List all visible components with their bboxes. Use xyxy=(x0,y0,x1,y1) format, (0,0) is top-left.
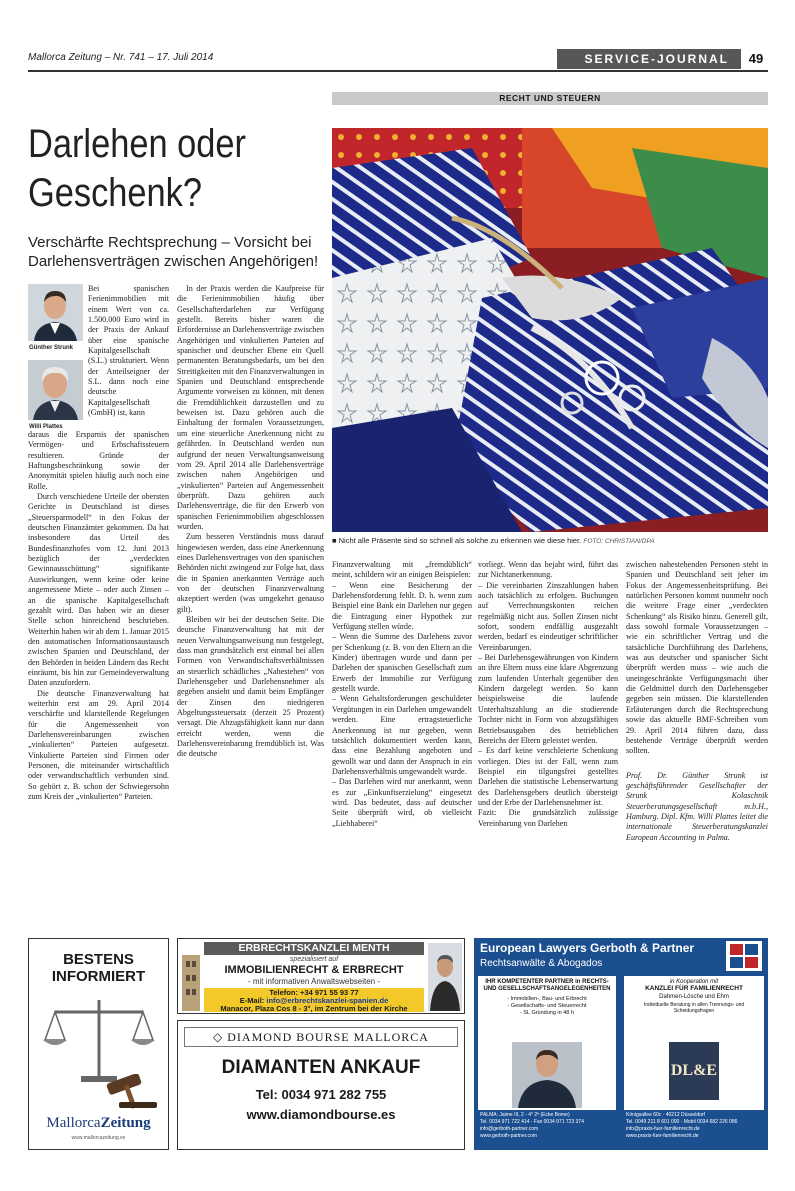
section-label: SERVICE-JOURNAL xyxy=(557,49,741,69)
article-col5 xyxy=(626,560,768,906)
gavel-icon xyxy=(99,1074,159,1109)
ad-main: IMMOBILIENRECHT & ERBRECHT xyxy=(224,964,404,976)
ad-left-items xyxy=(478,996,616,1017)
article-paragraph: daraus die Ersparnis der spanischen Vermögen- und Erbschaftssteuern resultieren. Gründe der Haftungsbeschränkung sowie der Anonymität spielen häufig auch noch eine Rolle. xyxy=(28,430,169,491)
ad-contact-line[interactable]: Tel. 0049 211 8 601 000 · Mobil 0034 682 226 086 xyxy=(626,1119,738,1125)
ad-contact-line[interactable]: info@praxis-fuer-familienrecht.de xyxy=(626,1126,700,1132)
running-head: Mallorca Zeitung – Nr. 741 – 17. Juli 2014 xyxy=(28,52,214,63)
article-paragraph: Bei spanischen Ferienimmobilien mit einem Wert von ca. 1.500.000 Euro wird in der Praxis der Ankauf über eine spanische Kapitalgesellschaft (S.L.) strukturiert. Wenn der Anteilseigner der S.L. dann noch eine deutsche Kapitalgesellschaft (GmbH) ist, kann xyxy=(88,284,169,418)
ad-headline xyxy=(29,951,168,985)
lawyer-portrait xyxy=(428,943,462,1011)
scales-of-justice-icon xyxy=(43,994,155,1086)
ad-left-item: - Immobilien-, Bau- und Erbrecht xyxy=(507,996,587,1002)
gift-photo xyxy=(332,128,768,532)
portrait-caption-strunk: Günther Strunk xyxy=(29,345,74,351)
flags-icon xyxy=(726,941,762,971)
ad-tagline: spezialisiert auf xyxy=(289,956,339,963)
ad-right-names: Dahmen-Lösche und Ehm xyxy=(659,994,729,1000)
ad-email-link[interactable]: info@erbrechtskanzlei-spanien.de xyxy=(266,996,389,1005)
ad-phone[interactable]: Telefon: +34 971 55 93 77 xyxy=(269,988,359,997)
ad-line: INFORMIERT xyxy=(51,968,146,985)
article-paragraph: Durch verschiedene Urteile der obersten Gerichte in Deutschland ist dieses „Steuersparmodell“ in den Fokus der deutschen Finanzämter gekommen. Da hat insbesondere das Urteil des Bundesfinanzhofes vom 12. Juni 2013 bezüglich der „verdeckten Gewinnausschüttung“ signifikante Auswirkungen, wenn keine oder keine angemessene Miete – oder auch Zinsen – an die spanische Kapitalgesellschaft gezahlt wird. Das haben wir an dieser Stelle schon hinreichend beschrieben. Weiterhin haben wir ab dem 1. Januar 2015 den automatischen Informationsaustausch zwischen Spanien und Deutschland, der den Behörden in beiden Ländern das Recht einräumt, bis hin zur Gemeindeverwaltung Daten anzufordern. xyxy=(28,492,169,688)
ad-mallorca-zeitung[interactable] xyxy=(28,938,169,1150)
ad-brand xyxy=(184,1027,458,1047)
ad-website[interactable]: www.diamondbourse.es xyxy=(246,1107,396,1122)
ad-left-head: IHR KOMPETENTER PARTNER in RECHTS- UND GESELLSCHAFTSANGELEGENHEITEN xyxy=(483,979,611,992)
ad-right-head: in Kooperation mit xyxy=(669,979,719,985)
ad-phone[interactable]: Tel: 0034 971 282 755 xyxy=(255,1087,387,1102)
ad-left-contact xyxy=(480,1112,616,1140)
article-col3: Finanzverwaltung mit „fremdüblich“ meint, schildern wir an einigen Beispielen: – Wenn eine Besicherung der Darlehensforderung fehlt. D. h. wenn zum Beispiel eine Bank ein Darlehen nur gegen die Eintragung einer Hypothek zur Verfügung stellen würde. – Wenn die Summe des Darlehens zuvor per Schenkung (z. B. von den Eltern an die Kinder) übertragen wurde und dann per Darlehen der spanischen Gesellschaft zum Erwerb der Immobilie zur Verfügung gestellt wurde. – Wenn Gehaltsforderungen geschuldeter Vergütungen in ein Darlehen umgewandelt werden. Eine ertragsteuerliche Anerkennung ist nur gegeben, wenn tatsächlich dokumentiert werden kann, dass eine Bezahlung angeboten und gewollt war und dann der Anspruch in ein Darlehensverhältnis umgewandelt wurde. – Das Darlehen wird nur anerkannt, wenn es zur „Einkunftserzielung“ eingesetzt wird. Das bedeutet, dass auf deutscher Seite überprüft wird, ob vielleicht „Liebhaberei“ xyxy=(332,560,472,828)
article-paragraph: Die deutsche Finanzverwaltung hat weiterhin erst am 29. April 2014 verschärfte und klarstellende Regelungen für die Angemessenheit von Darlehensvereinbarungen zwischen „vinkulierten“ Parteien aufgesetzt. Vinkulierte Parteien sind Firmen oder Personen, die miteinander wirtschaftlich oder verwandtschaftlich verbunden sind. So gehört z. B. schon der Schwiegersohn zum Kreis der „vinkulierten“ Parteien. xyxy=(28,688,169,802)
ad-left-panel xyxy=(478,976,616,1110)
ad-email-label: E-Mail: xyxy=(239,996,265,1005)
ad-contact-line[interactable]: www.gerboth-partner.com xyxy=(480,1133,537,1139)
ad-brand xyxy=(29,1115,168,1132)
article-paragraph: Bleiben wir bei der deutschen Seite. Die deutsche Finanzverwaltung hat mit der neuen Verwaltungsanweisung nun festgelegt, dass man grundsätzlich erst einmal bei allen Formen von Verwandtschaftsverhältnissen an steuerlich schädliches „Nahestehen“ von Darlehensgeber und Darlehensnehmer als gegeben ansieht und damit beim Empfänger der Zinsen den niedrigeren Abgeltungssteuersatz (derzeit 25 Prozent) versagt. Die Abzugsfähigkeit kann nur dann erreicht werden, wenn die Darlehensvereinbarung fremdüblich ist. Was die deutsche xyxy=(177,615,324,759)
headline: Darlehen oder Geschenk? xyxy=(28,122,247,215)
photo-credit: FOTO: CHRISTIAN/DPA xyxy=(583,538,655,545)
ad-contact-line[interactable]: Tel. 0034 971 722 414 · Fax 0034 971 723 374 xyxy=(480,1119,584,1125)
ad-erbrechtskanzlei[interactable] xyxy=(177,938,465,1014)
ad-line: BESTENS xyxy=(63,951,134,968)
ad-contact-box xyxy=(204,988,424,1012)
author-signature: Prof. Dr. Günther Strunk ist geschäftsführender Gesellschafter der Strunk Kolaschnik Steuerberatungsgesellschaft m.b.H., Hamburg. Dipl. Kfm. Willi Plattes leitet die internationale Steuerberatungskanzlei European Accounting in Palma. xyxy=(626,770,768,842)
ad-right-title: KANZLEI FÜR FAMILIENRECHT xyxy=(645,985,743,992)
photo-caption xyxy=(332,536,768,545)
rubric: RECHT UND STEUERN xyxy=(332,92,768,105)
ad-main: DIAMANTEN ANKAUF xyxy=(221,1057,421,1078)
lawyer-photo xyxy=(512,1042,582,1108)
caption-text: Nicht alle Präsente sind so schnell als solche zu erkennen wie diese hier. xyxy=(338,536,582,545)
article-col4: vorliegt. Wenn das bejaht wird, führt das zur Nichtanerkennung. – Die vereinbarten Zinszahlungen haben auch tatsächlich zu erfolgen. Buchungen auf Verrechnungskonten reichen regelmäßig nicht aus. Sollen Zinsen nicht sofort, sondern endfällig ausgezahlt werden, bedarf es eindeutiger schriftlicher Vereinbarungen. – Bei Darlehensgewährungen von Kindern an ihre Eltern muss eine klare Abgrenzung zum laufenden Unterhalt gegenüber den Kindern dargelegt werden. So kann beispielsweise die laufende Unterhaltszahlung an die studierende Tochter nicht in Form von abzugsfähigen Betriebsausgaben des betrieblichen Bereichs der Eltern geleistet werden. – Es darf keine verschleierte Schenkung vorliegen. Dies ist der Fall, wenn zum Beispiel ein tilgungsfrei gestelltes Darlehen die statistische Lebenserwartung des Darlehensgebers deutlich übersteigt und der Erbe der Darlehensnehmer ist. Fazit: Die grundsätzlich zulässige Vereinbarung von Darlehen xyxy=(478,560,618,828)
ad-title: European Lawyers Gerboth & Partner xyxy=(480,941,695,955)
ad-contact-line[interactable]: info@gerboth-partner.com xyxy=(480,1126,539,1132)
diamond-icon: ◇ xyxy=(213,1030,228,1044)
ad-left-item: - SL Gründung in 48 h xyxy=(520,1010,574,1016)
article-col1 xyxy=(28,430,169,906)
article-paragraph: In der Praxis werden die Kaufpreise für die Ferienimmobilien häufig über Gesellschafterdarlehen zur Verfügung gestellt. Bereits bisher waren die Erfordernisse an Darlehensverträge zwischen Angehörigen und vinkulierten Parteien auf spanischer und deutscher Ebene ein Quell permanenten Beratungsbedarfs, um bei den Streitigkeiten mit den Finanzverwaltungen in Spanien und Deutschland entsprechende Argumente vorweisen zu können, mit denen die Fremdüblichkeit darzustellen und zu beweisen ist. Dazu gehören auch die Einhaltung der formalen Voraussetzungen, um eine steuerliche Anerkennung nicht zu gefährden. In Deutschland werden nun aufgrund der neuen Verwaltungsanweisung vom 29. April 2014 alle Darlehensverträge zwischen nahen Angehörigen und „vinkulierten“ Parteien auf Angemessenheit überprüft. Dazu gehören auch Darlehensverträge, die für den Erwerb von spanischen Ferienimmobilien abgeschlossen wurden. xyxy=(177,284,324,531)
ad-subtitle: Rechtsanwälte & Abogados xyxy=(480,958,603,969)
ad-sub: - mit informativen Anwaltswebseiten - xyxy=(247,977,381,986)
caption-marker: ■ xyxy=(332,536,339,545)
ad-brand-text: DIAMOND BOURSE MALLORCA xyxy=(227,1030,429,1044)
ad-address: Manacor, Plaza Cos 8 - 3°, im Zentrum bei der Kirche xyxy=(220,1004,408,1013)
ad-logo xyxy=(726,941,762,971)
portrait-strunk xyxy=(28,284,83,341)
ad-left-item: - Gesellschafts- und Steuerrecht xyxy=(507,1003,587,1009)
ad-european-lawyers[interactable] xyxy=(474,938,768,1150)
ad-right-text: Individuelle Beratung in allen Trennungs- und Scheidungsfragen xyxy=(643,1002,745,1014)
portrait-caption-plattes: Willi Plattes xyxy=(29,424,63,430)
ad-monogram: DL&E xyxy=(669,1042,719,1100)
ad-title: ERBRECHTSKANZLEI MENTH xyxy=(204,942,424,955)
ad-diamond-bourse[interactable] xyxy=(177,1020,465,1150)
article-col2 xyxy=(177,284,324,906)
ad-right-contact xyxy=(626,1112,764,1140)
building-icon xyxy=(180,945,202,1011)
article-paragraph: zwischen nahestehenden Personen steht in Spanien und Deutschland seit jeher im Fokus der Angemessenheitsprüfung. Bei natürlichen Personen kommt nunmehr noch die weitere Frage einer „verdeckten Schenkung“ als Risiko hinzu. Generell gilt, dass sowohl formale Voraussetzungen – wie ein schriftlicher Vertrag und die tatsächliche Durchführung des Darlehens, was aus deutscher und spanischer Sicht überprüft werden muss – wie auch die uneingeschränkte Verfügungsmacht über die Geldmittel durch den Darlehensgeber gegeben sein müssen. Die klarstellenden Erläuterungen durch die Rechtsprechung sowie das aktuelle BMF-Schreiben vom 29. April 2014 führen dazu, dass bestehende Verträge überprüft werden sollten. xyxy=(626,560,768,756)
article-paragraph: Zum besseren Verständnis muss darauf hingewiesen werden, dass eine Anerkennung eines Darlehensvertrages von den spanischen Behörden nicht zwingend zur Folge hat, dass die in Spanien anerkannten Verträge auch von der deutschen Finanzverwaltung akzeptiert werden (was umgekehrt genauso gilt). xyxy=(177,532,324,614)
ad-contact-line: Königsallee 60c · 40212 Düsseldorf xyxy=(626,1112,705,1118)
ad-url[interactable]: www.mallorcazeitung.es xyxy=(71,1135,126,1141)
portrait-plattes xyxy=(28,360,83,420)
ad-right-panel xyxy=(624,976,764,1110)
header-rule xyxy=(28,70,768,72)
ad-contact-line[interactable]: www.praxis-fuer-familienrecht.de xyxy=(626,1133,699,1139)
ad-contact-line: PALMA: Jaime III, 2 - 4° 2ª (Ecke Borne) xyxy=(480,1112,570,1118)
article-col1-wrap xyxy=(88,284,169,429)
ad-brand-b: Zeitung xyxy=(100,1115,151,1131)
ad-brand-a: Mallorca xyxy=(46,1115,101,1131)
subhead: Verschärfte Rechtsprechung – Vorsicht bei Darlehensverträgen zwischen Angehörigen! xyxy=(28,234,319,270)
page-number: 49 xyxy=(748,51,764,66)
